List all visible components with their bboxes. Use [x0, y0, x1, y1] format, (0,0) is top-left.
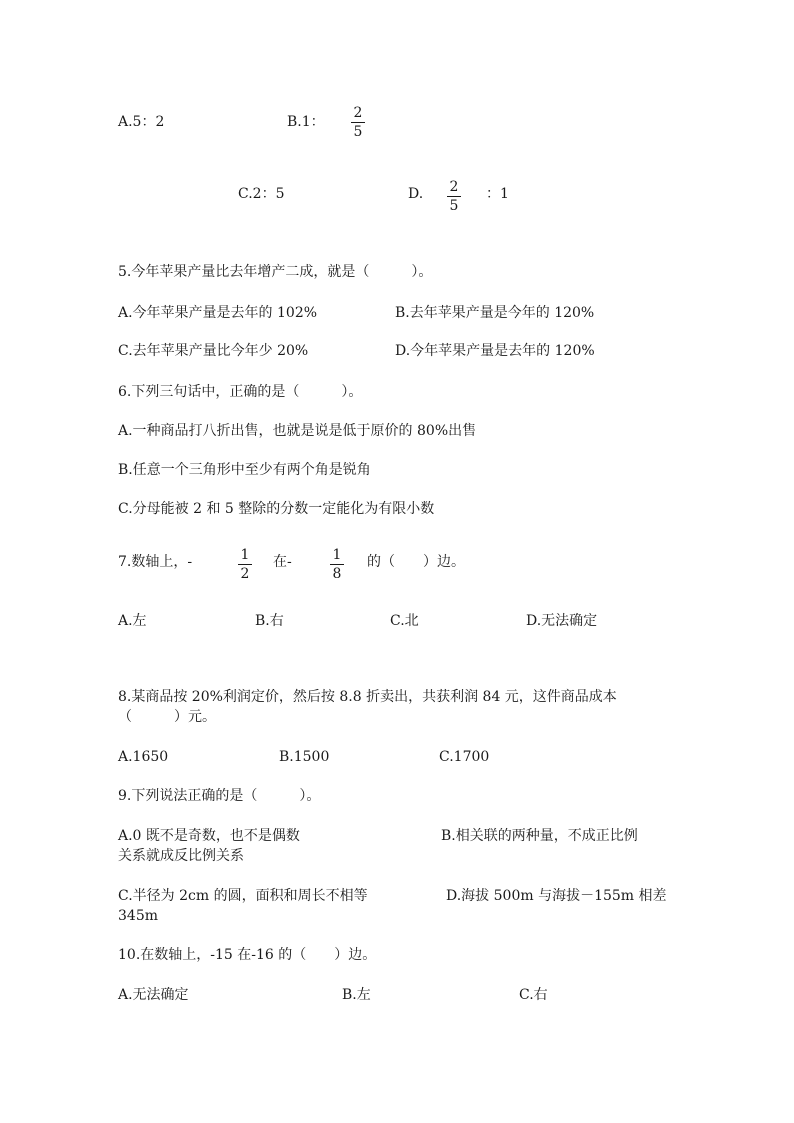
q5-option-a: A.今年苹果产量是去年的 102% [118, 305, 318, 321]
q10-option-c: C.右 [519, 987, 548, 1003]
q9-option-b-line2: 关系就成反比例关系 [118, 848, 244, 864]
q8-stem-line2: （ ）元。 [118, 709, 216, 725]
fraction-bar [330, 564, 344, 565]
q4-option-d-prefix: D. [408, 186, 424, 202]
q7-fraction1-denominator: 2 [240, 566, 250, 582]
q7-fraction2-denominator: 8 [332, 566, 342, 582]
q4-option-b-numerator: 2 [353, 105, 363, 121]
q8-option-c: C.1700 [439, 749, 490, 765]
q9-option-b-line1: B.相关联的两种量，不成正比例 [441, 828, 638, 844]
q4-option-d-denominator: 5 [449, 198, 459, 214]
q8-stem-line1: 8.某商品按 20%利润定价，然后按 8.8 折卖出，共获利润 84 元，这件商品成本 [118, 689, 617, 705]
q4-option-c: C.2：5 [238, 186, 285, 202]
q7-stem-suffix: 的（ ）边。 [367, 554, 465, 570]
q7-stem-middle: 在- [273, 554, 292, 570]
q8-option-a: A.1650 [118, 749, 169, 765]
q9-option-d-line1: D.海拔 500m 与海拔－155m 相差 [446, 888, 667, 904]
q4-option-b-prefix: B.1： [287, 114, 325, 130]
fraction-bar [351, 122, 365, 123]
q7-fraction2-numerator: 1 [332, 547, 342, 563]
q7-stem-prefix: 7.数轴上，- [118, 554, 193, 570]
q9-option-a: A.0 既不是奇数，也不是偶数 [118, 828, 300, 844]
fraction-bar [238, 564, 252, 565]
q7-option-b: B.右 [255, 613, 284, 629]
q9-stem: 9.下列说法正确的是（ ）。 [118, 788, 321, 804]
q7-fraction-one-half [238, 547, 252, 582]
q5-option-b: B.去年苹果产量是今年的 120% [395, 305, 595, 321]
q7-option-c: C.北 [390, 613, 419, 629]
q8-option-b: B.1500 [279, 749, 330, 765]
q10-option-b: B.左 [342, 987, 371, 1003]
q6-option-a: A.一种商品打八折出售，也就是说是低于原价的 80%出售 [118, 423, 477, 439]
q6-option-c: C.分母能被 2 和 5 整除的分数一定能化为有限小数 [118, 501, 435, 517]
q6-stem: 6.下列三句话中，正确的是（ ）。 [118, 384, 363, 400]
q7-option-d: D.无法确定 [526, 613, 598, 629]
q9-option-c: C.半径为 2cm 的圆，面积和周长不相等 [118, 888, 368, 904]
q9-option-d-line2: 345m [118, 908, 158, 924]
q7-fraction-one-eighth [330, 547, 344, 582]
q4-option-b-fraction [351, 105, 365, 140]
q5-option-c: C.去年苹果产量比今年少 20% [118, 343, 309, 359]
q4-option-a: A.5：2 [118, 114, 165, 130]
q10-option-a: A.无法确定 [118, 987, 189, 1003]
q7-option-a: A.左 [118, 613, 147, 629]
q10-stem: 10.在数轴上，-15 在-16 的（ ）边。 [118, 947, 377, 963]
q7-fraction1-numerator: 1 [240, 547, 250, 563]
fraction-bar [447, 196, 461, 197]
q5-stem: 5.今年苹果产量比去年增产二成，就是（ ）。 [118, 264, 433, 280]
q5-option-d: D.今年苹果产量是去年的 120% [395, 343, 595, 359]
q4-option-d-suffix: ：1 [486, 186, 509, 202]
q6-option-b: B.任意一个三角形中至少有两个角是锐角 [118, 462, 371, 478]
q4-option-b-denominator: 5 [353, 124, 363, 140]
q4-option-d-fraction [447, 179, 461, 214]
q4-option-d-numerator: 2 [449, 179, 459, 195]
